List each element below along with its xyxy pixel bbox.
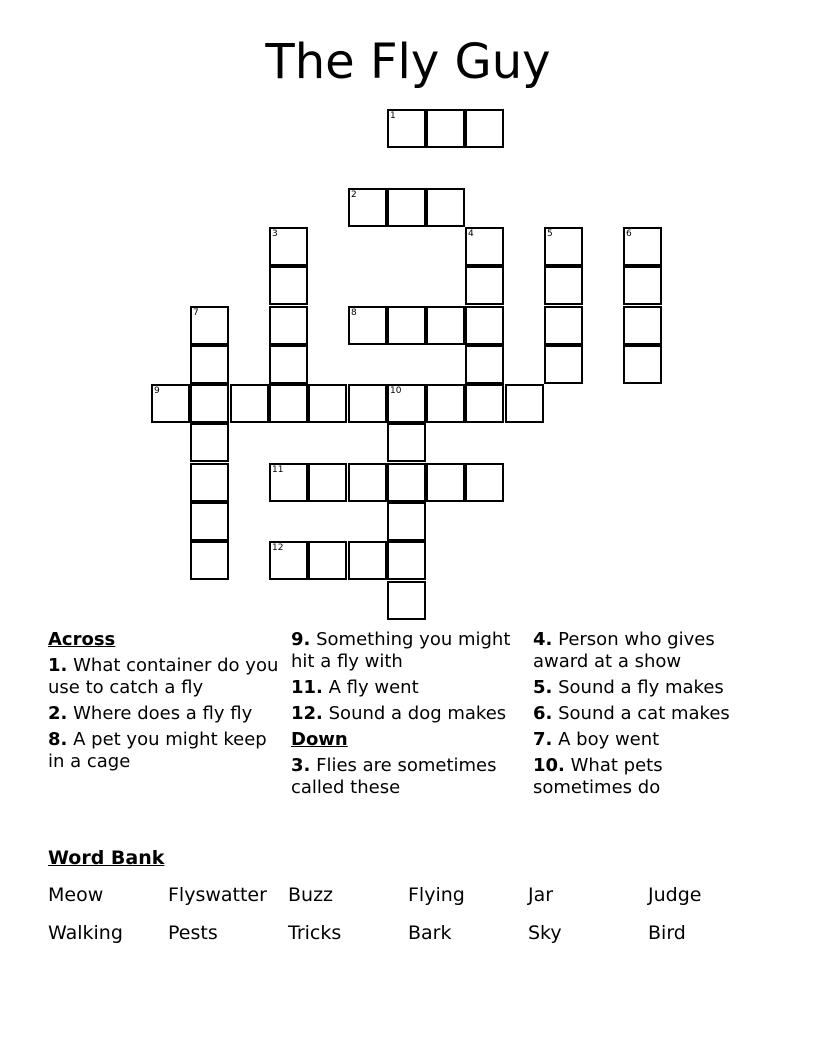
clue-text: A pet you might keep in a cage (48, 729, 267, 772)
grid-cell[interactable] (465, 266, 504, 305)
page-title: The Fly Guy (265, 34, 551, 90)
across-heading: Across (48, 629, 116, 650)
grid-cell[interactable] (544, 227, 583, 266)
clue-down-4 (533, 629, 765, 673)
clue-across-9 (291, 629, 523, 673)
word-bank-item: Judge (648, 884, 702, 906)
clue-text: Sound a fly makes (558, 677, 724, 698)
grid-cell[interactable] (190, 541, 229, 580)
grid-cell[interactable] (387, 581, 426, 620)
clue-down-10 (533, 755, 765, 799)
clue-number-label: 1 (390, 111, 396, 121)
clue-number: 3. (291, 755, 311, 776)
clue-number-label: 9 (154, 386, 160, 396)
grid-cell[interactable] (426, 463, 465, 502)
word-bank-item: Walking (48, 922, 123, 944)
clue-number: 8. (48, 729, 68, 750)
grid-cell[interactable] (269, 306, 308, 345)
grid-cell[interactable] (190, 345, 229, 384)
grid-cell[interactable] (426, 306, 465, 345)
grid-cell[interactable] (623, 306, 662, 345)
clue-column-1 (48, 629, 280, 777)
clue-number-label: 3 (272, 229, 278, 239)
grid-cell[interactable] (387, 463, 426, 502)
word-bank-item: Meow (48, 884, 104, 906)
grid-cell[interactable] (190, 463, 229, 502)
clue-text: Where does a fly fly (73, 703, 253, 724)
clue-down-5 (533, 677, 765, 699)
clue-number-label: 4 (468, 229, 474, 239)
word-bank-item: Bird (648, 922, 686, 944)
grid-cell[interactable] (348, 188, 387, 227)
clue-number-label: 2 (351, 190, 357, 200)
clue-down-3 (291, 755, 523, 799)
grid-cell[interactable] (465, 109, 504, 148)
grid-cell[interactable] (465, 306, 504, 345)
clue-number: 2. (48, 703, 68, 724)
clue-number-label: 12 (272, 543, 284, 553)
clue-across-2 (48, 703, 280, 725)
grid-cell[interactable] (387, 306, 426, 345)
clue-number: 1. (48, 655, 68, 676)
grid-cell[interactable] (387, 541, 426, 580)
grid-cell[interactable] (623, 266, 662, 305)
grid-cell[interactable] (190, 306, 229, 345)
grid-cell[interactable] (465, 384, 504, 423)
clue-number-label: 5 (547, 229, 553, 239)
grid-cell[interactable] (308, 384, 347, 423)
word-bank-item: Buzz (288, 884, 334, 906)
clue-number: 12. (291, 703, 323, 724)
clue-text: What container do you use to catch a fly (48, 655, 279, 698)
grid-cell[interactable] (269, 345, 308, 384)
clue-number-label: 11 (272, 465, 284, 475)
grid-cell[interactable] (269, 266, 308, 305)
grid-cell[interactable] (190, 384, 229, 423)
word-bank-item: Tricks (288, 922, 342, 944)
grid-cell[interactable] (269, 463, 308, 502)
grid-cell[interactable] (190, 423, 229, 462)
clue-text: A boy went (558, 729, 660, 750)
grid-cell[interactable] (387, 423, 426, 462)
clue-number: 6. (533, 703, 553, 724)
clue-down-7 (533, 729, 765, 751)
grid-cell[interactable] (465, 345, 504, 384)
grid-cell[interactable] (269, 227, 308, 266)
grid-cell[interactable] (348, 463, 387, 502)
clue-column-2 (291, 629, 523, 803)
word-bank-item: Flying (408, 884, 465, 906)
clue-number: 7. (533, 729, 553, 750)
word-bank-item: Sky (528, 922, 562, 944)
grid-cell[interactable] (426, 109, 465, 148)
grid-cell[interactable] (348, 306, 387, 345)
clue-across-8 (48, 729, 280, 773)
clue-number: 11. (291, 677, 323, 698)
clue-number: 4. (533, 629, 553, 650)
grid-cell[interactable] (230, 384, 269, 423)
word-bank-item: Flyswatter (168, 884, 267, 906)
grid-cell[interactable] (623, 227, 662, 266)
grid-cell[interactable] (426, 188, 465, 227)
grid-cell[interactable] (465, 227, 504, 266)
clue-number-label: 7 (193, 308, 199, 318)
grid-cell[interactable] (269, 384, 308, 423)
clue-text: Sound a dog makes (328, 703, 507, 724)
grid-cell[interactable] (387, 109, 426, 148)
grid-cell[interactable] (426, 384, 465, 423)
grid-cell[interactable] (465, 463, 504, 502)
clue-text: Sound a cat makes (558, 703, 730, 724)
clue-number-label: 8 (351, 308, 357, 318)
down-heading: Down (291, 729, 348, 750)
grid-cell[interactable] (544, 306, 583, 345)
clue-text: Person who gives award at a show (533, 629, 715, 672)
clue-text: What pets sometimes do (533, 755, 663, 798)
grid-cell[interactable] (387, 384, 426, 423)
clue-down-6 (533, 703, 765, 725)
grid-cell[interactable] (544, 345, 583, 384)
clue-number: 5. (533, 677, 553, 698)
word-bank-item: Pests (168, 922, 218, 944)
grid-cell[interactable] (505, 384, 544, 423)
word-bank-item: Bark (408, 922, 452, 944)
clue-number-label: 10 (390, 386, 402, 396)
grid-cell[interactable] (308, 541, 347, 580)
grid-cell[interactable] (308, 463, 347, 502)
grid-cell[interactable] (387, 502, 426, 541)
clue-text: Flies are sometimes called these (291, 755, 497, 798)
word-bank-item: Jar (528, 884, 554, 906)
word-bank-heading: Word Bank (48, 847, 165, 869)
clue-across-11 (291, 677, 523, 699)
grid-cell[interactable] (348, 541, 387, 580)
clue-number: 10. (533, 755, 565, 776)
clue-number-label: 6 (626, 229, 632, 239)
grid-cell[interactable] (348, 384, 387, 423)
clue-text: A fly went (328, 677, 419, 698)
grid-cell[interactable] (544, 266, 583, 305)
clue-column-3 (533, 629, 765, 803)
clue-across-1 (48, 655, 280, 699)
grid-cell[interactable] (190, 502, 229, 541)
clue-across-12 (291, 703, 523, 725)
clue-number: 9. (291, 629, 311, 650)
grid-cell[interactable] (151, 384, 190, 423)
clue-text: Something you might hit a fly with (291, 629, 511, 672)
grid-cell[interactable] (269, 541, 308, 580)
grid-cell[interactable] (387, 188, 426, 227)
grid-cell[interactable] (623, 345, 662, 384)
